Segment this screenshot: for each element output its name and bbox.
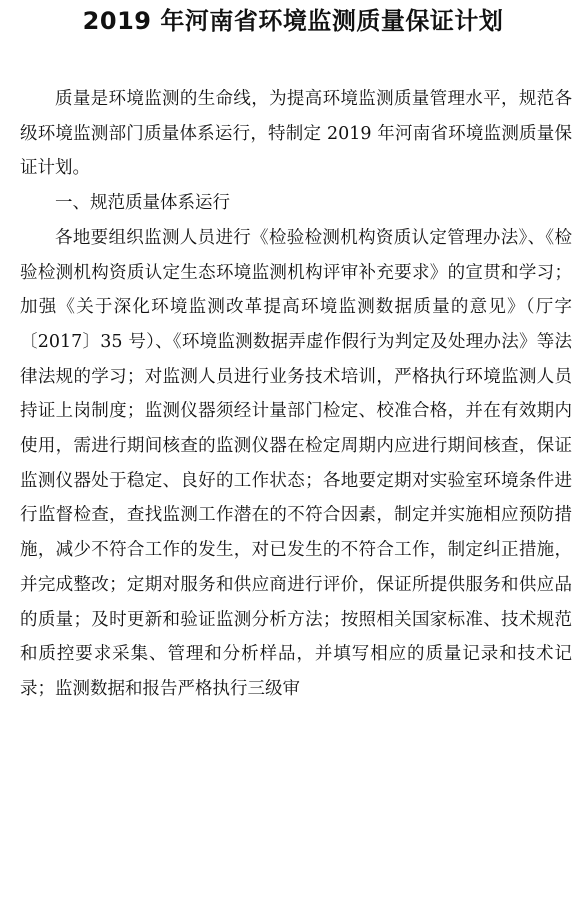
section-1-paragraph: 各地要组织监测人员进行《检验检测机构资质认定管理办法》、《检验检测机构资质认定生态环境监测机构评审补充要求》的宣贯和学习；加强《关于深化环境监测改革提高环境监测数据质量的意见》（厅字〔2017〕35 号）、《环境监测数据弄虚作假行为判定及处理办法》等法律法规的学习；对监测人员进行业务技术培训，严格执行环境监测人员持证上岗制度；监测仪器须经计量部门检定、校准合格，并在有效期内使用，需进行期间核查的监测仪器在检定周期内应进行期间核查，保证监测仪器处于稳定、良好的工作状态；各地要定期对实验室环境条件进行监督检查，查找监测工作潜在的不符合因素，制定并实施相应预防措施，减少不符合工作的发生，对已发生的不符合工作，制定纠正措施，并完成整改；定期对服务和供应商进行评价，保证所提供服务和供应品的质量；及时更新和验证监测分析方法；按照相关国家标准、技术规范和质控要求采集、管理和分析样品，并填写相应的质量记录和技术记录；监测数据和报告严格执行三级审	[20, 227, 572, 699]
document-body	[20, 82, 572, 707]
section-heading-1: 一、规范质量体系运行	[55, 193, 230, 214]
intro-paragraph: 质量是环境监测的生命线，为提高环境监测质量管理水平，规范各级环境监测部门质量体系运行，特制定 2019 年河南省环境监测质量保证计划。	[20, 89, 572, 179]
document-title: 2019 年河南省环境监测质量保证计划	[82, 7, 504, 35]
